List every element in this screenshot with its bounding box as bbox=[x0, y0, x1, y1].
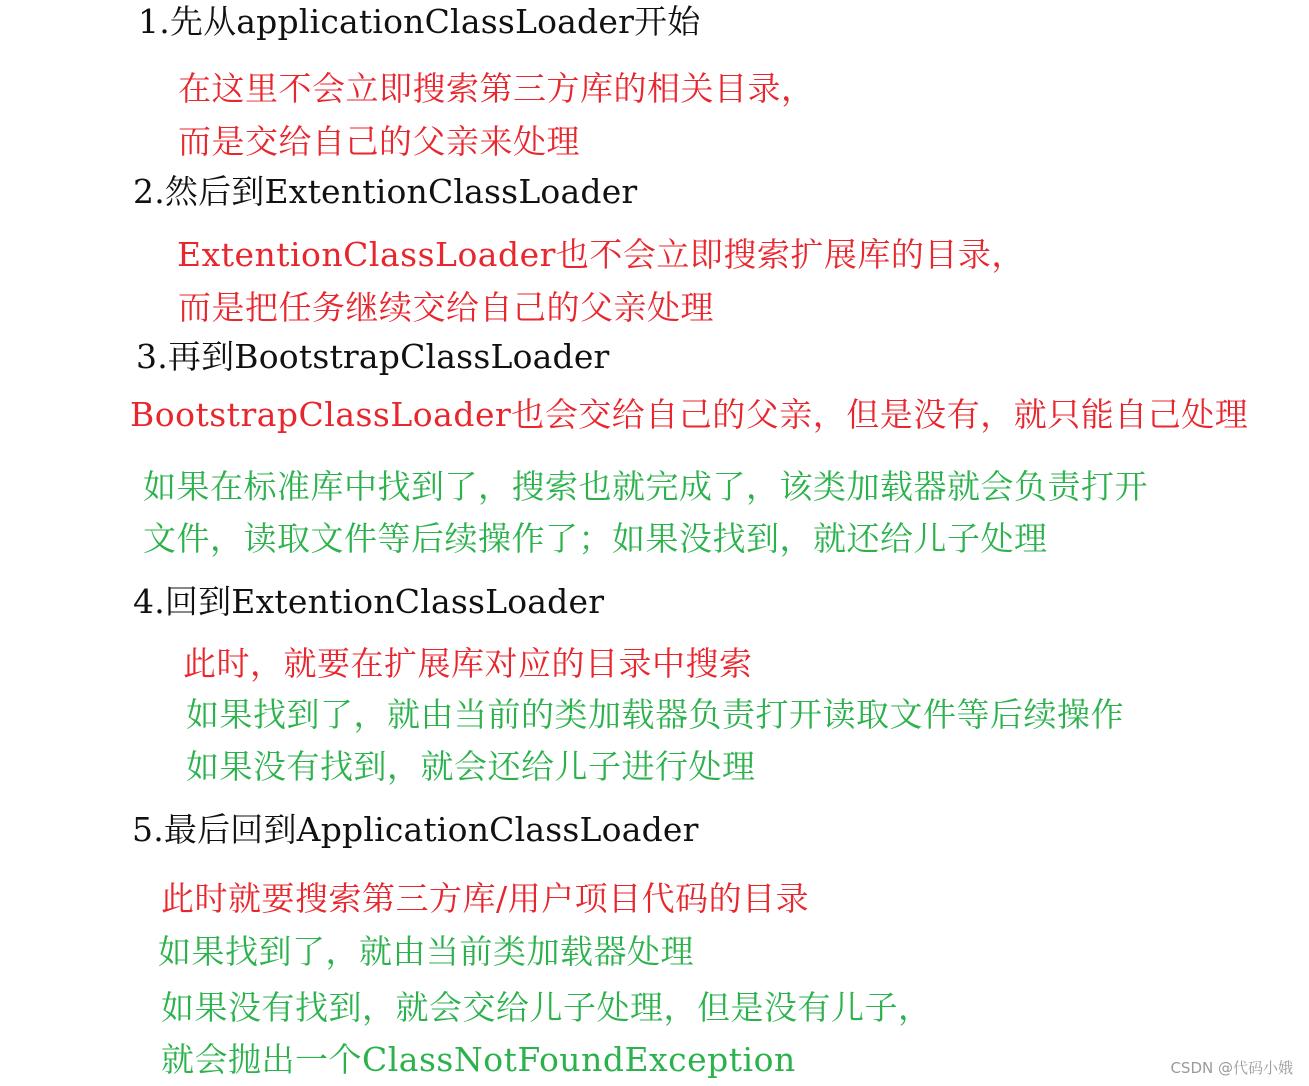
step-5-green-line-1: 如果找到了，就由当前类加载器处理 bbox=[158, 932, 694, 971]
step-4-green-line-1: 如果找到了，就由当前的类加载器负责打开读取文件等后续操作 bbox=[186, 695, 1124, 734]
step-4-heading: 4.回到ExtentionClassLoader bbox=[133, 582, 605, 621]
step-2-heading: 2.然后到ExtentionClassLoader bbox=[133, 172, 638, 211]
step-5-green-line-2: 如果没有找到，就会交给儿子处理，但是没有儿子， bbox=[161, 988, 932, 1027]
step-5-red-line-1: 此时就要搜索第三方库/用户项目代码的目录 bbox=[161, 879, 810, 918]
step-1-heading: 1.先从applicationClassLoader开始 bbox=[138, 2, 701, 41]
step-4-red-line-1: 此时，就要在扩展库对应的目录中搜索 bbox=[183, 644, 753, 683]
step-3-green-line-1: 如果在标准库中找到了，搜索也就完成了，该类加载器就会负责打开 bbox=[143, 467, 1148, 506]
step-4-green-line-2: 如果没有找到，就会还给儿子进行处理 bbox=[186, 747, 756, 786]
step-5-green-line-3: 就会抛出一个ClassNotFoundException bbox=[161, 1040, 796, 1079]
step-2-red-line-2: 而是把任务继续交给自己的父亲处理 bbox=[178, 288, 714, 327]
step-3-green-line-2: 文件，读取文件等后续操作了；如果没找到，就还给儿子处理 bbox=[143, 519, 1048, 558]
csdn-watermark: CSDN @代码小娥 bbox=[1170, 1059, 1293, 1077]
step-1-red-line-1: 在这里不会立即搜索第三方库的相关目录， bbox=[178, 69, 815, 108]
step-5-heading: 5.最后回到ApplicationClassLoader bbox=[132, 810, 699, 849]
step-1-red-line-2: 而是交给自己的父亲来处理 bbox=[178, 122, 580, 161]
step-2-red-line-1: ExtentionClassLoader也不会立即搜索扩展库的目录， bbox=[177, 235, 1025, 274]
step-3-heading: 3.再到BootstrapClassLoader bbox=[136, 337, 610, 376]
step-3-red-line-1: BootstrapClassLoader也会交给自己的父亲，但是没有，就只能自己处理 bbox=[130, 395, 1249, 434]
